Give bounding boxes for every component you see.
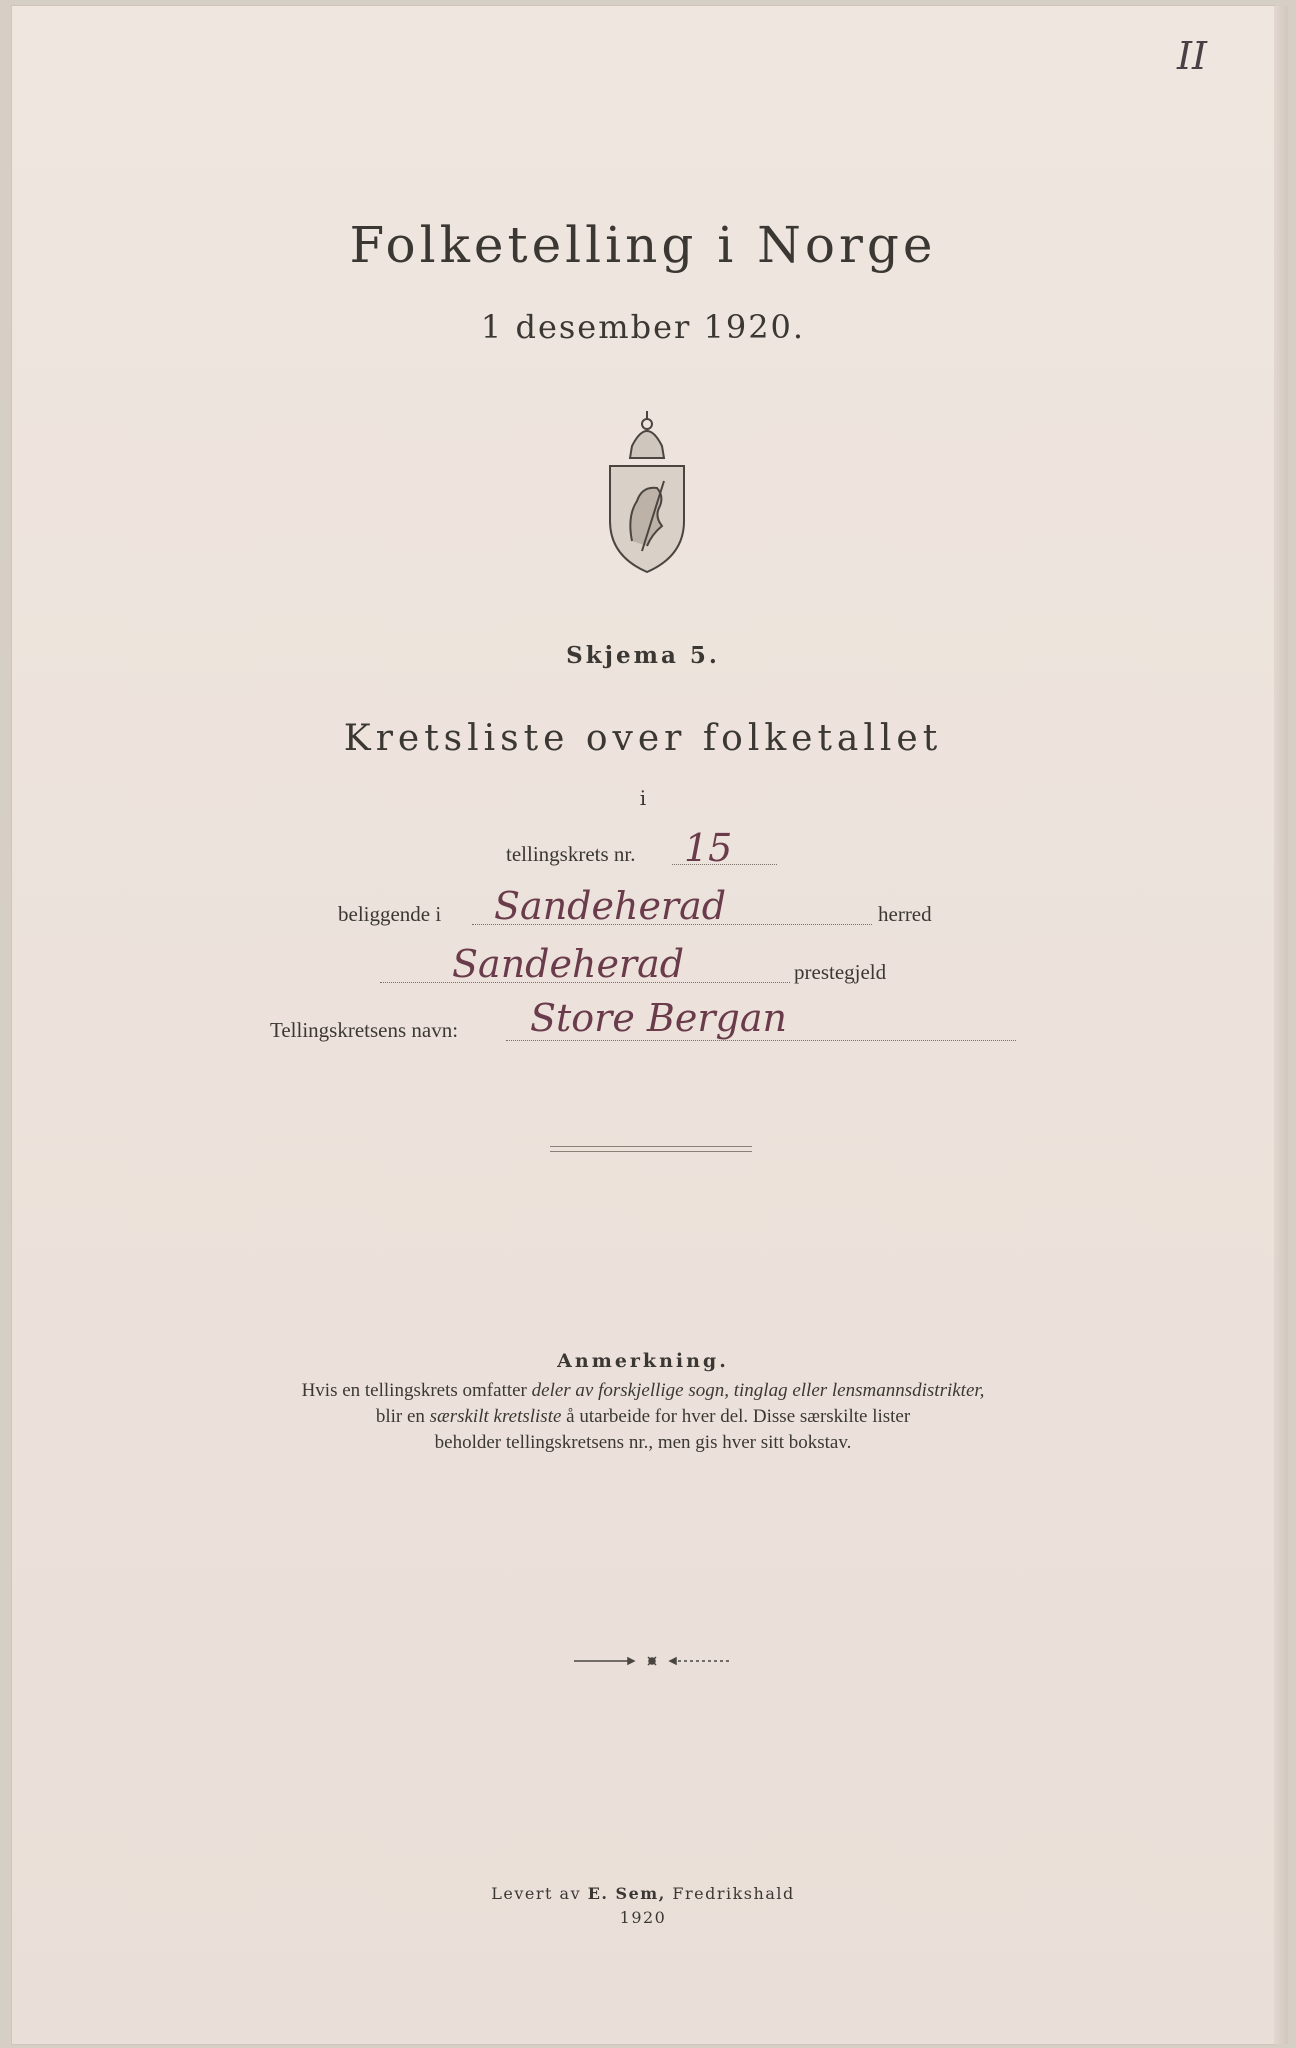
note-line-1: Hvis en tellingskrets omfatter deler av forskjellige sogn, tinglag eller lensmannsdistrikter,: [301, 1380, 985, 1401]
norwegian-coat-of-arms-icon: [602, 406, 692, 576]
note-line-3: beholder tellingskretsens nr., men gis hver sitt bokstav.: [434, 1432, 852, 1453]
navn-label: Tellingskretsens navn:: [270, 1018, 459, 1042]
note-text: [12, 1378, 1274, 1456]
navn-value: Store Bergan: [530, 996, 787, 1040]
prestegjeld-value: Sandeherad: [452, 942, 685, 986]
printer-line: Levert av E. Sem, Fredrikshald: [491, 1884, 795, 1903]
preposition-i: i: [639, 786, 647, 810]
navn-line: [506, 1040, 1016, 1041]
tellingskrets-value: 15: [684, 826, 733, 870]
printer-footer: [12, 1882, 1274, 1930]
schema-number: Skjema 5.: [566, 642, 720, 669]
double-rule-divider: [550, 1146, 752, 1152]
census-form-page: [12, 6, 1274, 2044]
printer-year: 1920: [619, 1908, 667, 1927]
ornament-divider-icon: [572, 1651, 732, 1671]
herred-label: herred: [878, 902, 932, 926]
page-title: Folketelling i Norge: [349, 216, 937, 274]
census-date: 1 desember 1920.: [480, 308, 806, 346]
prestegjeld-label: prestegjeld: [794, 960, 887, 984]
page-fold-edge: [1274, 6, 1288, 2044]
note-title: Anmerkning.: [557, 1350, 729, 1372]
beliggende-value: Sandeherad: [494, 884, 727, 928]
corner-roman-numeral: II: [1177, 34, 1208, 78]
beliggende-label: beliggende i: [338, 902, 442, 926]
tellingskrets-label: tellingskrets nr.: [506, 842, 636, 866]
note-line-2: blir en særskilt kretsliste å utarbeide for hver del. Disse særskilte lister: [375, 1406, 911, 1427]
form-heading: Kretsliste over folketallet: [343, 718, 943, 759]
